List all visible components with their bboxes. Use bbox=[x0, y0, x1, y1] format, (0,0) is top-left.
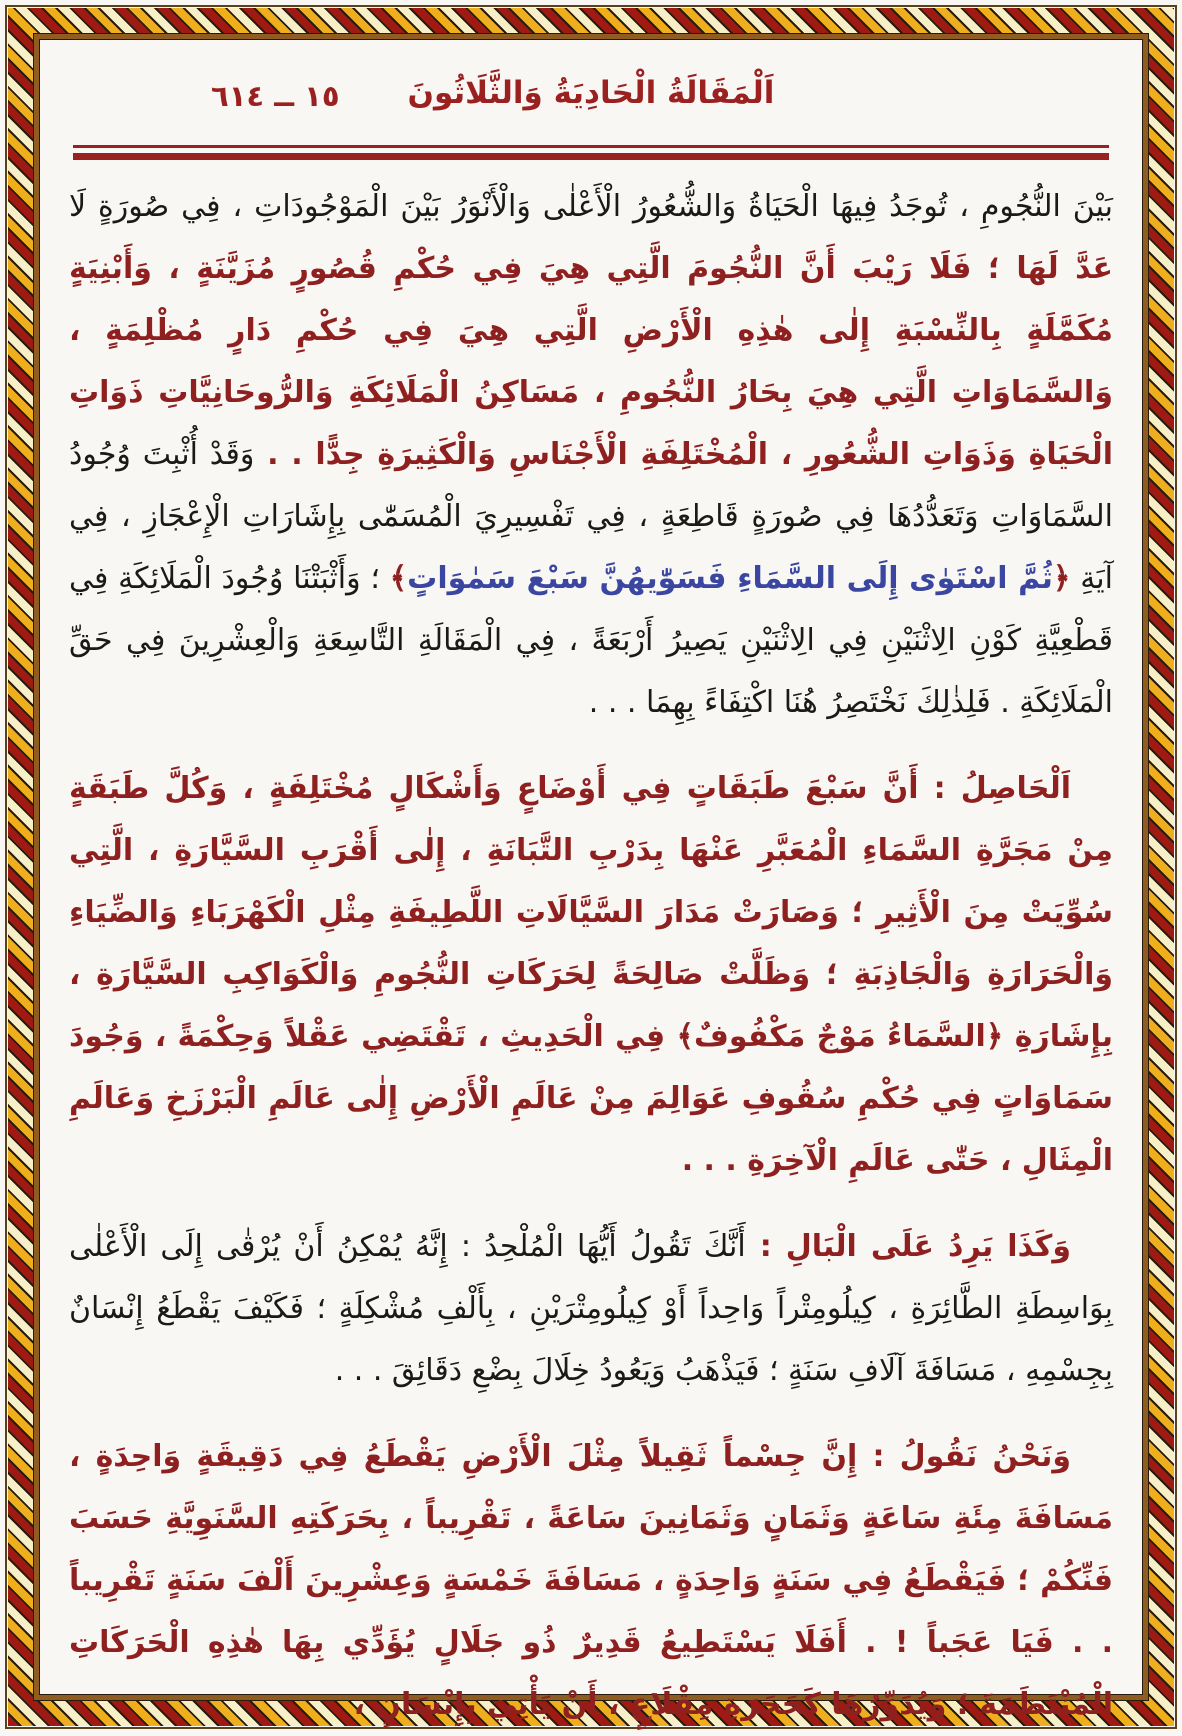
text-segment: بَيْنَ النُّجُومِ ، تُوجَدُ فِيهَا الْحَيَاةُ وَالشُّعُورُ الْأَعْلٰى وَالْأَنْوَرُ بَيْنَ الْمَوْجُودَاتِ ، فِي صُورَةٍ لَا bbox=[69, 189, 1113, 224]
paragraph bbox=[69, 758, 1113, 1192]
text-segment: ؛ وَأَثْبَتْنَا وُجُودَ الْمَلَائِكَةِ فِي قَطْعِيَّةِ كَوْنِ الِاثْنَيْنِ فِي الِاثْنَيْنِ يَصِيرُ أَرْبَعَةً ، فِي الْمَقَالَةِ التَّاسِعَةِ وَالْعِشْرِينَ فِي حَقِّ الْمَلَائِكَةِ . فَلِذٰلِكَ نَخْتَصِرُ هُنَا اكْتِفَاءً بِهِمَا . . . bbox=[69, 561, 1113, 720]
text-segment: فِي الْحَدِيثِ ، تَقْتَضِي عَقْلاً وَحِكْمَةً ، وَجُودَ سَمَاوَاتٍ فِي حُكْمِ سُقُوفِ عَوَالِمَ مِنْ عَالَمِ الْأَرْضِ إِلٰى عَالَمِ الْبَرْزَخِ وَعَالَمِ الْمِثَالِ ، حَتّٰى عَالَمِ الْآخِرَةِ . . . bbox=[69, 1019, 1113, 1178]
page-number: ١٥ ــ ٦١٤ bbox=[211, 79, 340, 113]
verse-bracket-ornament: ﴾ bbox=[389, 561, 408, 596]
paragraph bbox=[69, 176, 1113, 734]
text-segment: وَقَدْ أُثْبِتَ وُجُودُ السَّمَاوَاتِ وَتَعَدُّدُهَا فِي صُورَةٍ قَاطِعَةٍ ، فِي تَفْسِيرِيَ الْمُسَمّٰى بِإِشَارَاتِ الْإِعْجَازِ ، فِي آيَةِ bbox=[69, 437, 1113, 596]
paragraph bbox=[69, 1426, 1113, 1736]
page-header bbox=[69, 67, 1113, 139]
verse-bracket-ornament: ﴾ bbox=[676, 1019, 695, 1054]
text-segment: عَدَّ لَهَا ؛ فَلَا رَيْبَ أَنَّ النُّجُومَ الَّتِي هِيَ فِي حُكْمِ قُصُورٍ مُزَيَّنَةٍ ، وَأَبْنِيَةٍ مُكَمَّلَةٍ بِالنِّسْبَةِ إِلٰى هٰذِهِ الْأَرْضِ الَّتِي هِيَ فِي حُكْمِ دَارٍ مُظْلِمَةٍ ، وَالسَّمَاوَاتِ الَّتِي هِيَ بِحَارُ النُّجُومِ ، مَسَاكِنُ الْمَلَائِكَةِ وَالرُّوحَانِيَّاتِ ذَوَاتِ الْحَيَاةِ وَذَوَاتِ الشُّعُورِ ، الْمُخْتَلِفَةِ الْأَجْنَاسِ وَالْكَثِيرَةِ جِدًّا . . bbox=[69, 251, 1114, 472]
text-segment: وَنَحْنُ نَقُولُ : إِنَّ جِسْماً ثَقِيلاً مِثْلَ الْأَرْضِ يَقْطَعُ فِي دَقِيقَةٍ وَاحِدَةٍ ، مَسَافَةَ مِئَةِ سَاعَةٍ وَثَمَانٍ وَثَمَانِينَ سَاعَةً ، تَقْرِيباً ، بِحَرَكَتِهِ السَّنَوِيَّةِ حَسَبَ فَنِّكُمْ ؛ فَيَقْطَعُ فِي سَنَةٍ وَاحِدَةٍ ، مَسَافَةَ خَمْسَةٍ وَعِشْرِينَ أَلْفَ سَنَةٍ تَقْرِيباً . . فَيَا عَجَباً ! . أَفَلَا يَسْتَطِيعُ قَدِيرٌ ذُو جَلَالٍ يُؤَدِّي بِهَا هٰذِهِ الْحَرَكَاتِ الْمُنْتَظَمَةَ ؛ وَيُدَوِّرُهَا كَحَجَرَةِ مِقْلَاعٍ ، أَنْ يَأْتِيَ بِإِنْسَانٍ ، bbox=[69, 1439, 1113, 1722]
text-segment: أَنَّكَ تَقُولُ أَيُّهَا الْمُلْحِدُ : إِنَّهُ يُمْكِنُ أَنْ يُرْقٰى إِلَى الْأَعْلٰى بِوَاسِطَةِ الطَّائِرَةِ ، كِيلُومِتْراً وَاحِداً أَوْ كِيلُومِتْرَيْنِ ، بِأَلْفِ مُشْكِلَةٍ ؛ فَكَيْفَ يَقْطَعُ إِنْسَانٌ بِجِسْمِهِ ، مَسَافَةَ آلَافِ سَنَةٍ ؛ فَيَذْهَبُ وَيَعُودُ خِلَالَ بِضْعِ دَقَائِقَ . . . bbox=[69, 1229, 1113, 1388]
divider-thick-line bbox=[73, 153, 1109, 160]
text-segment: السَّمَاءُ مَوْجٌ مَكْفُوفٌ bbox=[694, 1019, 986, 1054]
page-title: اَلْمَقَالَةُ الْحَادِيَةُ وَالثَّلَاثُونَ bbox=[407, 75, 775, 111]
quran-verse: ثُمَّ اسْتَوٰى إِلَى السَّمَاءِ فَسَوّٰيهُنَّ سَبْعَ سَمٰوَاتٍ bbox=[407, 561, 1053, 596]
verse-bracket-ornament: ﴿ bbox=[1052, 561, 1071, 596]
header-divider bbox=[73, 145, 1109, 160]
body-text bbox=[69, 176, 1113, 1736]
paragraph bbox=[69, 1216, 1113, 1402]
text-segment: وَكَذَا يَرِدُ عَلَى الْبَالِ : bbox=[745, 1229, 1071, 1264]
verse-bracket-ornament: ﴿ bbox=[985, 1019, 1004, 1054]
text-segment: اَلْحَاصِلُ : أَنَّ سَبْعَ طَبَقَاتٍ فِي أَوْضَاعٍ وَأَشْكَالٍ مُخْتَلِفَةٍ ، وَكُلَّ طَبَقَةٍ مِنْ مَجَرَّةِ السَّمَاءِ الْمُعَبَّرِ عَنْهَا بِدَرْبِ التَّبَانَةِ ، إِلٰى أَقْرَبِ السَّيَّارَةِ ، الَّتِي سُوِّيَتْ مِنَ الْأَثِيرِ ؛ وَصَارَتْ مَدَارَ السَّيَّالَاتِ اللَّطِيفَةِ مِثْلِ الْكَهْرَبَاءِ وَالضِّيَاءِ وَالْحَرَارَةِ وَالْجَاذِبَةِ ؛ وَظَلَّتْ صَالِحَةً لِحَرَكَاتِ النُّجُومِ وَالْكَوَاكِبِ السَّيَّارَةِ ، بِإِشَارَةِ bbox=[69, 771, 1113, 1054]
page-content bbox=[41, 41, 1141, 1722]
